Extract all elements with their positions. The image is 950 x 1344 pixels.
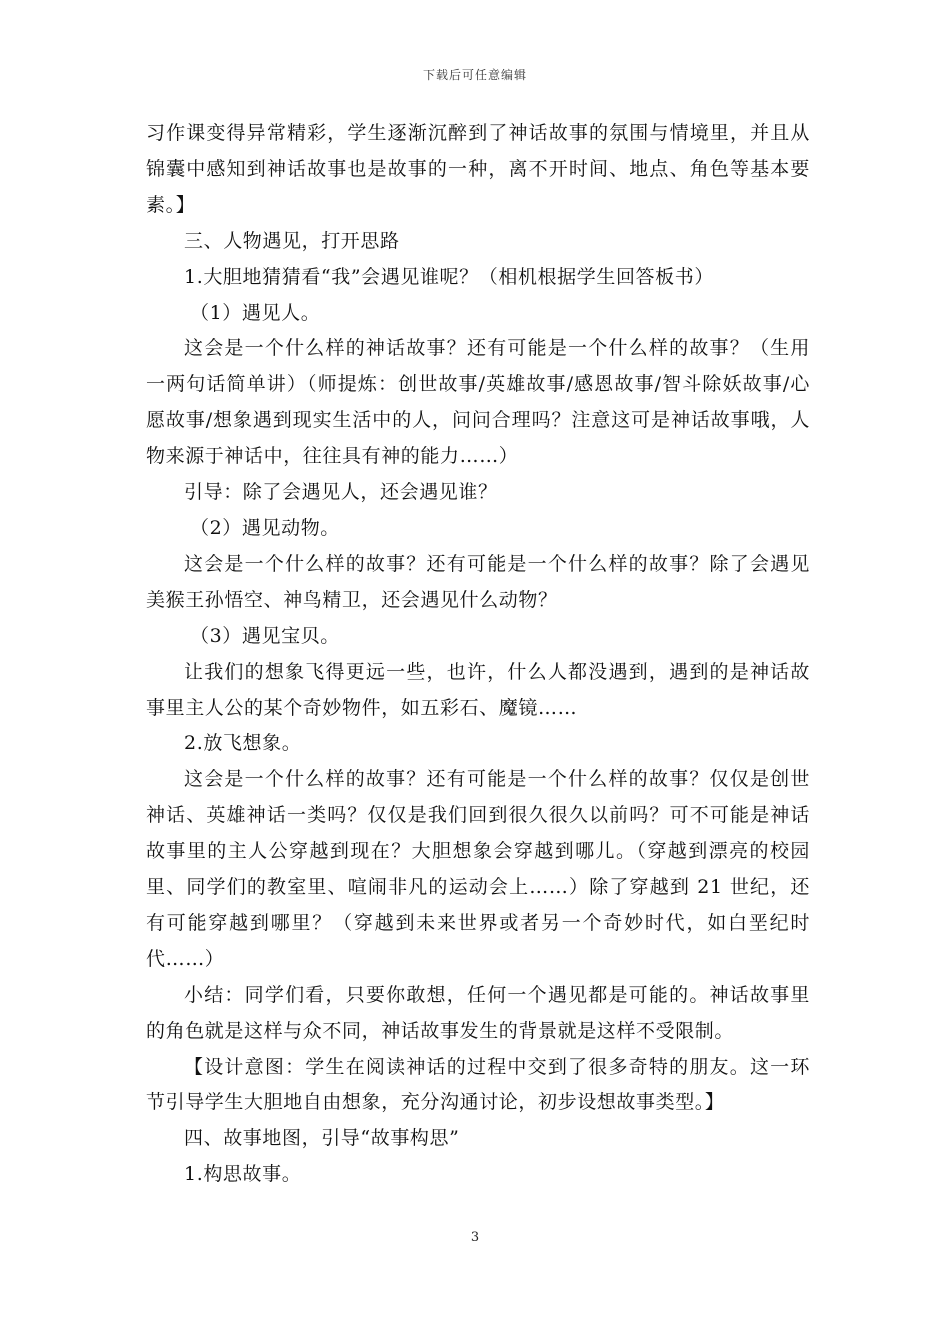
page-header: 下载后可任意编辑 — [422, 68, 527, 82]
document-body — [146, 116, 810, 1193]
step-2-imagination: 2.放飞想象。 — [184, 732, 302, 755]
paragraph-guide: 引导：除了会遇见人，还会遇见谁？ — [184, 481, 498, 504]
paragraph-continuation: 习作课变得异常精彩，学生逐渐沉醉到了神话故事的氛围与情境里，并且从锦囊中感知到神话故事也是故事的一种，离不开时间、地点、角色等基本要素。】 — [146, 122, 810, 216]
step-1-question: 1.大胆地猜猜看“我”会遇见谁呢？（相机根据学生回答板书） — [184, 265, 714, 288]
sub-item-meet-animals: （2）遇见动物。 — [190, 516, 340, 539]
paragraph-summary: 小结：同学们看，只要你敢想，任何一个遇见都是可能的。神话故事里的角色就是这样与众不同，神话故事发生的背景就是这样不受限制。 — [146, 983, 810, 1042]
sub-item-meet-treasure: （3）遇见宝贝。 — [190, 624, 340, 647]
paragraph-design-intent: 【设计意图：学生在阅读神话的过程中交到了很多奇特的朋友。这一环节引导学生大胆地自由想象，充分沟通讨论，初步设想故事类型。】 — [146, 1055, 810, 1114]
sub-item-meet-people: （1）遇见人。 — [190, 301, 321, 324]
step-1-story-conception: 1.构思故事。 — [184, 1163, 302, 1186]
section-heading-3: 三、人物遇见，打开思路 — [184, 229, 400, 252]
paragraph-treasure-story: 让我们的想象飞得更远一些，也许，什么人都没遇到，遇到的是神话故事里主人公的某个奇妙物件，如五彩石、魔镜…… — [146, 660, 810, 719]
paragraph-animal-story: 这会是一个什么样的故事？还有可能是一个什么样的故事？除了会遇见美猴王孙悟空、神鸟精卫，还会遇见什么动物？ — [146, 552, 810, 611]
page-number: 3 — [470, 1230, 480, 1245]
paragraph-time-travel: 这会是一个什么样的故事？还有可能是一个什么样的故事？仅仅是创世神话、英雄神话一类吗？仅仅是我们回到很久很久以前吗？可不可能是神话故事里的主人公穿越到现在？大胆想象会穿越到哪儿。（穿越到漂亮的校园里、同学们的教室里、喧闹非凡的运动会上……）除了穿越到 21 世纪，还有可能穿越到哪里？（穿越到未来世界或者另一个奇妙时代，如白垩纪时代……） — [146, 768, 810, 970]
section-heading-4: 四、故事地图，引导“故事构思” — [184, 1127, 460, 1150]
paragraph-people-story: 这会是一个什么样的神话故事？还有可能是一个什么样的故事？（生用一两句话简单讲）（师提炼：创世故事/英雄故事/感恩故事/智斗除妖故事/心愿故事/想象遇到现实生活中的人，问问合理吗？注意这可是神话故事哦，人物来源于神话中，往往具有神的能力……） — [146, 337, 810, 468]
